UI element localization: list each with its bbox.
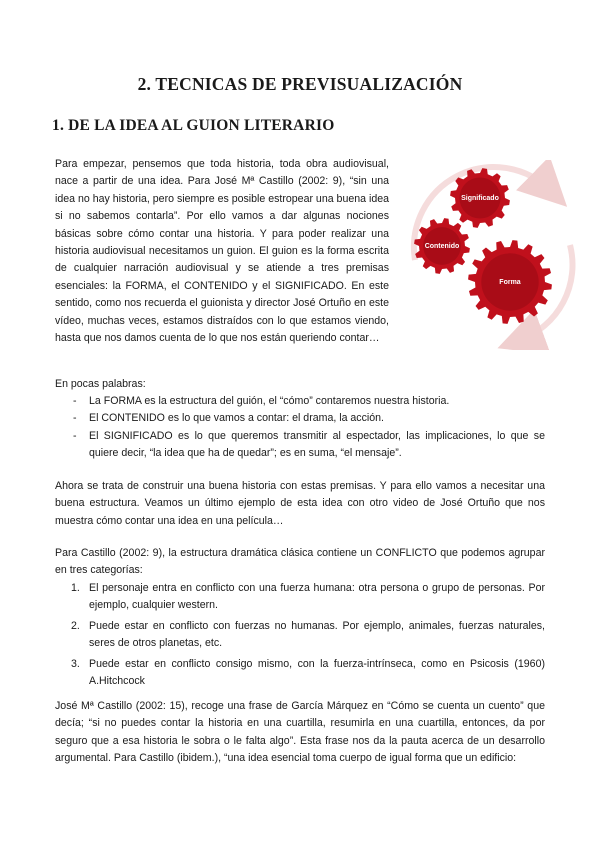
intro-paragraph: Para empezar, pensemos que toda historia, toda obra audiovisual, nace a partir de una idea. Para José Mª Castillo (2002: 9), “sin una idea no hay historia, pero siempre es posible estropear una buena idea si no sabemos contarla”. Por ello vamos a dar algunas nociones básicas sobre cómo contar una historia. Y para poder realizar una historia audiovisual necesitamos un guion. El guion es la forma escrita de cualquier narración audiovisual y se atiende a tres premisas esenciales: la FORMA, el CONTENIDO y el SIGNIFICADO. En este sentido, como nos recuerda el guionista y director José Ortuño en este vídeo, muchas veces, estamos distraídos con lo que estamos viendo, hasta que nos damos cuenta de lo que nos están queriendo contar…: [55, 158, 389, 345]
final-paragraph: José Mª Castillo (2002: 15), recoge una frase de García Márquez en “Cómo se cuenta un cuento” que decía; “si no puedes contar la historia en una cuartilla, resumirla en una cuartilla, entonces, da por seguro que a esa historia le sobra o le falta algo”. Esta frase nos da la pauta acerca de un desarrollo argumental. Para Castillo (ibidem.), “una idea esencial toma cuerpo de igual forma que un edificio:: [55, 700, 545, 765]
item-text: El personaje entra en conflicto con una fuerza humana: otra persona o grupo de personas. Por ejemplo, cualquier western.: [89, 582, 545, 612]
conflict-paragraph: Para Castillo (2002: 9), la estructura dramática clásica contiene un CONFLICTO que podemos agrupar en tres categorías:: [55, 547, 545, 577]
numbered-list: [55, 580, 545, 693]
list-item: [55, 618, 545, 653]
list-item: - El SIGNIFICADO es lo que queremos transmitir al espectador, las implicaciones, lo que se quiere decir, “la idea que ha de quedar”; es en suma, “el mensaje”.: [55, 428, 545, 463]
gear-label-contenido: Contenido: [424, 243, 460, 250]
section-heading: 1. DE LA IDEA AL GUION LITERARIO: [52, 117, 335, 134]
item-number: 1.: [71, 582, 80, 594]
item-text: Puede estar en conflicto consigo mismo, con la fuerza-intrínseca, como en Psicosis (1960) A.Hitchcock: [89, 657, 545, 688]
list-item: [55, 580, 545, 615]
gear-label-forma: Forma: [499, 279, 521, 286]
list-item: - La FORMA es la estructura del guión, el “cómo” contaremos nuestra historia.: [55, 393, 545, 410]
dash-list: [55, 393, 545, 463]
summary-intro: En pocas palabras:: [55, 378, 146, 390]
item-text: Puede estar en conflicto con fuerzas no humanas. Por ejemplo, animales, fuerzas naturales, seres de otros planetas, etc.: [89, 619, 545, 650]
gear-label-significado: Significado: [461, 195, 499, 202]
item-number: 3.: [71, 657, 80, 670]
gears-diagram: [400, 160, 590, 350]
structure-paragraph: Ahora se trata de construir una buena historia con estas premisas. Y para ello vamos a necesitar una buena estructura. Veamos un último ejemplo de esta idea con otro video de José Ortuño que nos muestra cómo contar una idea en una película…: [55, 480, 545, 527]
list-item: - El CONTENIDO es lo que vamos a contar: el drama, la acción.: [55, 410, 545, 427]
list-item: [55, 656, 545, 691]
item-number: 2.: [71, 619, 80, 632]
page-title: 2. TECNICAS DE PREVISUALIZACIÓN: [137, 74, 463, 94]
